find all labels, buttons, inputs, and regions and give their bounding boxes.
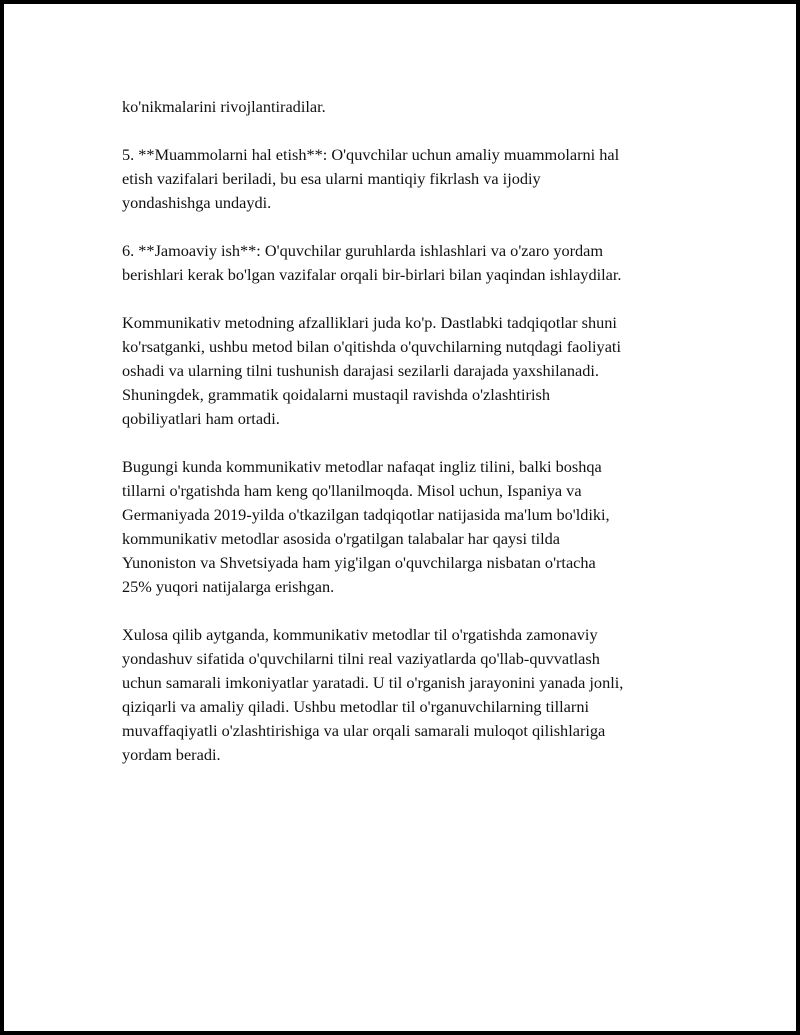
text-line: Shuningdek, grammatik qoidalarni mustaqil ravishda o'zlashtirish <box>122 385 550 404</box>
text-line: Xulosa qilib aytganda, kommunikativ metodlar til o'rgatishda zamonaviy <box>122 625 598 644</box>
paragraph <box>122 311 722 431</box>
document-body <box>122 95 722 791</box>
text-line: ko'nikmalarini rivojlantiradilar. <box>122 97 326 116</box>
text-line: uchun samarali imkoniyatlar yaratadi. U til o'rganish jarayonini yanada jonli, <box>122 673 624 692</box>
text-line: Yunoniston va Shvetsiyada ham yig'ilgan o'quvchilarga nisbatan o'rtacha <box>122 553 596 572</box>
paragraph <box>122 239 722 287</box>
paragraph <box>122 95 722 119</box>
text-line: Bugungi kunda kommunikativ metodlar nafaqat ingliz tilini, balki boshqa <box>122 457 602 476</box>
text-line: 5. **Muammolarni hal etish**: O'quvchilar uchun amaliy muammolarni hal <box>122 145 620 164</box>
paragraph <box>122 455 722 599</box>
text-line: Germaniyada 2019-yilda o'tkazilgan tadqiqotlar natijasida ma'lum bo'ldiki, <box>122 505 610 524</box>
text-line: qiziqarli va amaliy qiladi. Ushbu metodlar til o'rganuvchilarning tillarni <box>122 697 589 716</box>
text-line: qobiliyatlari ham ortadi. <box>122 409 280 428</box>
text-line: berishlari kerak bo'lgan vazifalar orqali bir-birlari bilan yaqindan ishlaydilar. <box>122 265 622 284</box>
text-line: 6. **Jamoaviy ish**: O'quvchilar guruhlarda ishlashlari va o'zaro yordam <box>122 241 604 260</box>
text-line: etish vazifalari beriladi, bu esa ularni mantiqiy fikrlash va ijodiy <box>122 169 541 188</box>
text-line: kommunikativ metodlar asosida o'rgatilgan talabalar har qaysi tilda <box>122 529 561 548</box>
text-line: oshadi va ularning tilni tushunish darajasi sezilarli darajada yaxshilanadi. <box>122 361 599 380</box>
text-line: Kommunikativ metodning afzalliklari juda ko'p. Dastlabki tadqiqotlar shuni <box>122 313 617 332</box>
text-line: yondashuv sifatida o'quvchilarni tilni real vaziyatlarda qo'llab-quvvatlash <box>122 649 600 668</box>
text-line: ko'rsatganki, ushbu metod bilan o'qitishda o'quvchilarning nutqdagi faoliyati <box>122 337 621 356</box>
text-line: 25% yuqori natijalarga erishgan. <box>122 577 335 596</box>
text-line: tillarni o'rgatishda ham keng qo'llanilmoqda. Misol uchun, Ispaniya va <box>122 481 582 500</box>
text-line: yondashishga undaydi. <box>122 193 272 212</box>
paragraph <box>122 143 722 215</box>
text-line: yordam beradi. <box>122 745 221 764</box>
paragraph <box>122 623 722 767</box>
text-line: muvaffaqiyatli o'zlashtirishiga va ular orqali samarali muloqot qilishlariga <box>122 721 606 740</box>
